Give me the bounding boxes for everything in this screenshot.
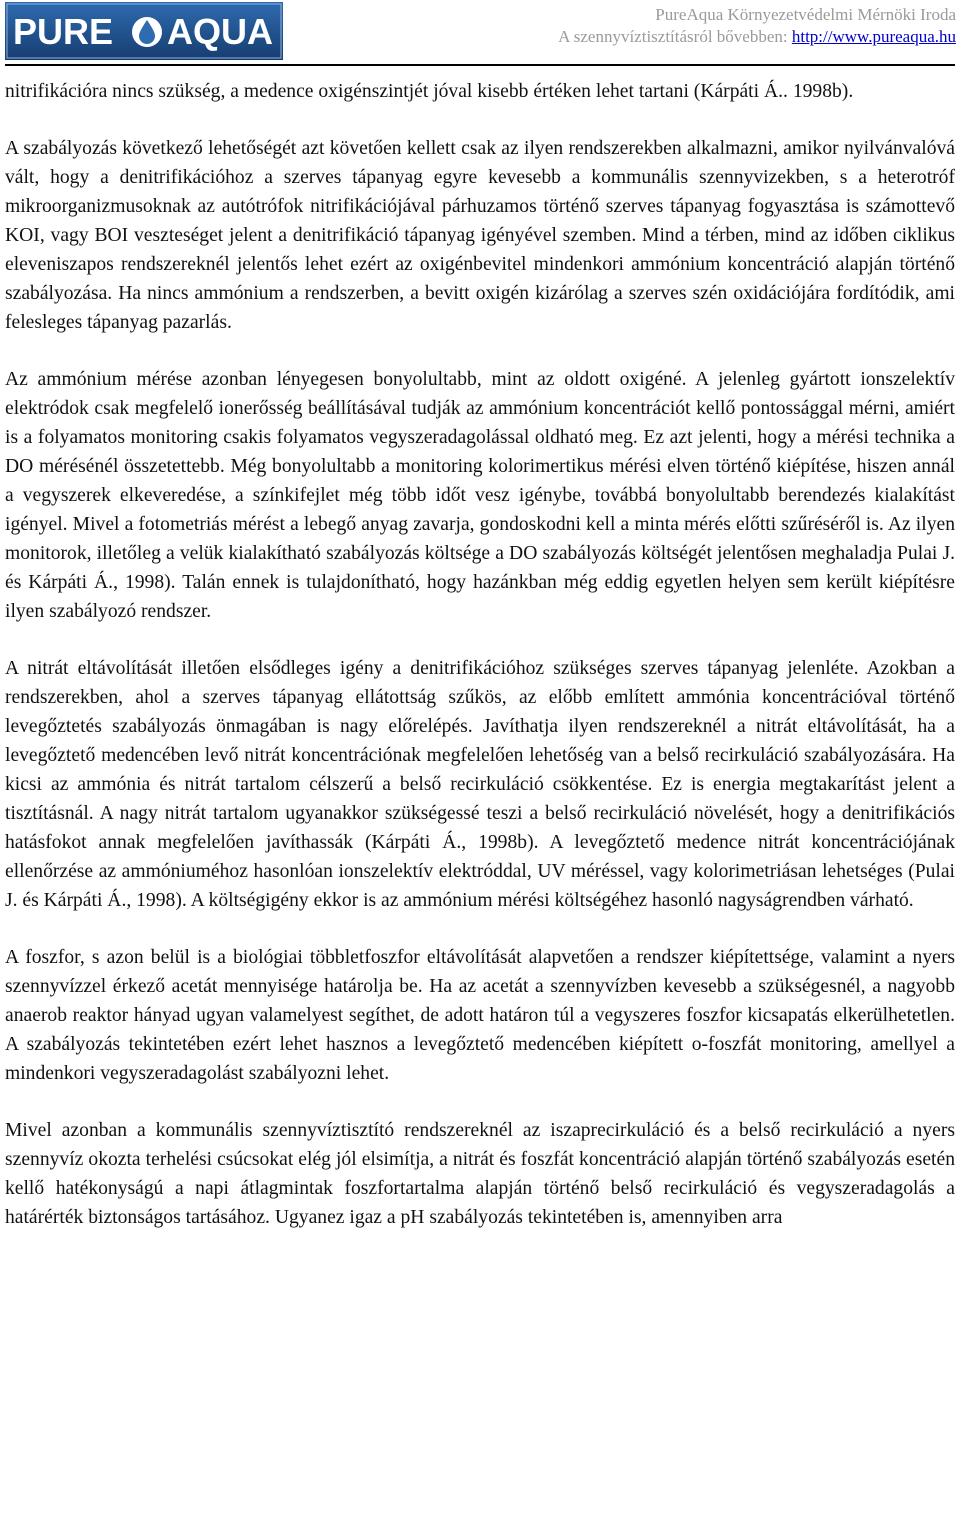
header-divider	[5, 64, 955, 66]
paragraph: A nitrát eltávolítását illetően elsődleges igény a denitrifikációhoz szükséges szerves tápanyag jelenléte. Azokban a rendszerekben, ahol a szerves tápanyag ellátottság szűkös, az előbb említett ammónia koncentrációval történő levegőztetés szabályozás önmagában is nagy előrelépés. Javíthatja ilyen rendszereknél a nitrát eltávolítását, ha a levegőztető medencében levő nitrát koncentrációnak megfelelően lehetőség van a belső recirkuláció szabályozására. Ha kicsi az ammónia és nitrát tartalom célszerű a belső recirkuláció csökkentése. Ez is energia megtakarítást jelent a tisztításnál. A nagy nitrát tartalom ugyanakkor szükségessé teszi a belső recirkuláció növelését, hogy a denitrifikációs hatásfokot annak megfelelően javíthassák (Kárpáti Á., 1998b). A levegőztető medence nitrát koncentrációjának ellenőrzése az ammóniuméhoz hasonlóan ionszelektív elektróddal, UV méréssel, vagy kolorimetriásan lehetséges (Pulai J. és Kárpáti Á., 1998). A költségigény ekkor is az ammónium mérési költségéhez hasonló nagyságrendben várható.	[5, 658, 955, 911]
paragraph: A szabályozás következő lehetőségét azt követően kellett csak az ilyen rendszerekben alkalmazni, amikor nyilvánvalóvá vált, hogy a denitrifikációhoz a szerves tápanyag egyre kevesebb a kommunális szennyvizekben, s a heterotróf mikroorganizmusoknak az autótrófok nitrifikációjával párhuzamos történő szerves tápanyag fogyasztása is számottevő KOI, vagy BOI veszteséget jelent a denitrifikáció tápanyag igényével szemben. Mind a térben, mind az időben ciklikus eleveniszapos rendszereknél jelentős lehet ezért az oxigénbevitel mindenkori ammónium koncentráció alapján történő szabályozása. Ha nincs ammónium a rendszerben, a bevitt oxigén kizárólag a szerves szén oxidációjára fordítódik, ami felesleges tápanyag pazarlás.	[5, 138, 955, 333]
logo-text-aqua: AQUA	[167, 11, 273, 52]
tagline	[558, 26, 956, 48]
pureaqua-logo	[5, 2, 283, 60]
tagline-prefix: A szennyvíztisztításról bővebben:	[558, 27, 792, 46]
paragraph: Mivel azonban a kommunális szennyvíztisztító rendszereknél az iszaprecirkuláció és a belső recirkuláció a nyers szennyvíz okozta terhelési csúcsokat elég jól elsimítja, a nitrát és foszfát koncentráció alapján történő szabályozás esetén kellő hatékonyságú a napi átlagmintak foszfortartalma alapján történő belső recirkuláció és vegyszeradagolás a határérték biztonságos tartásához. Ugyanez igaz a pH szabályozás tekintetében is, amennyiben arra	[5, 1120, 955, 1228]
paragraph: Az ammónium mérése azonban lényegesen bonyolultabb, mint az oldott oxigéné. A jelenleg gyártott ionszelektív elektródok csak megfelelő ionerősség beállításával tudják az ammónium koncentrációt kellő pontossággal mérni, amiért is a folyamatos monitoring csakis folyamatos vegyszeradagolással oldható meg. Ez azt jelenti, hogy a mérési technika a DO mérésénél összetettebb. Még bonyolultabb a monitoring kolorimertikus mérési elven történő kiépítése, hiszen annál a vegyszerek elkeveredése, a színkifejlet még több időt vesz igénybe, továbbá bonyolultabb berendezés kialakítást igényel. Mivel a fotometriás mérést a lebegő anyag zavarja, gondoskodni kell a minta mérés előtti szűréséről is. Az ilyen monitorok, illetőleg a velük kialakítható szabályozás költsége a DO szabályozás költségét jelentősen meghaladja Pulai J. és Kárpáti Á., 1998). Talán ennek is tulajdonítható, hogy hazánkban még eddig egyetlen helyen sem került kiépítésre ilyen szabályozó rendszer.	[5, 369, 955, 622]
website-link[interactable]: http://www.pureaqua.hu	[791, 27, 956, 46]
paragraph: nitrifikációra nincs szükség, a medence oxigénszintjét jóval kisebb értéken lehet tartani (Kárpáti Á.. 1998b).	[5, 81, 854, 102]
header-info	[558, 4, 956, 48]
logo-text-pure: PURE	[13, 11, 114, 52]
document-body	[5, 77, 955, 1232]
company-name: PureAqua Környezetvédelmi Mérnöki Iroda	[655, 5, 956, 24]
page-header	[0, 0, 960, 64]
paragraph: A foszfor, s azon belül is a biológiai többletfoszfor eltávolítását alapvetően a rendszer kiépítettsége, valamint a nyers szennyvízzel érkező acetát mennyisége határolja be. Ha az acetát a szennyvízben kevesebb a szükségesnél, a nagyobb anaerob reaktor hányad ugyan valamelyest segíthet, de adott határon túl a vegyszeres foszfor kicsapatás elkerülhetetlen. A szabályozás tekintetében ezért lehet hasznos a levegőztető medencében kiépített o-foszfát monitoring, amellyel a mindenkori vegyszeradagolást szabályozni lehet.	[5, 947, 955, 1084]
